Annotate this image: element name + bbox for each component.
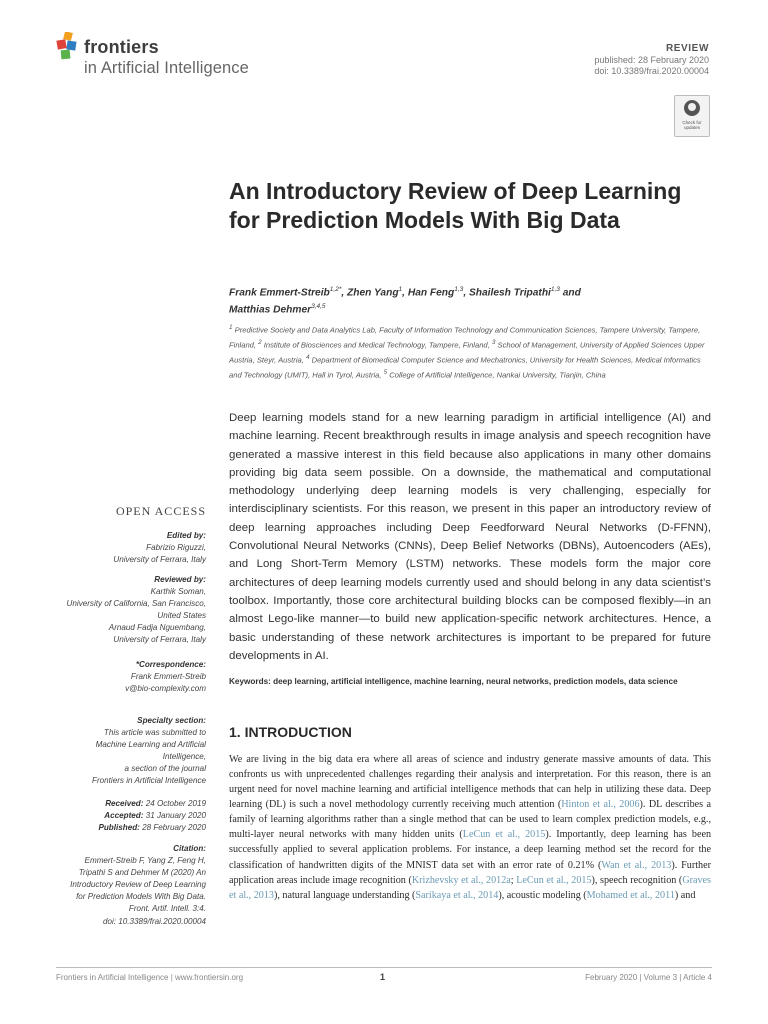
citation-line: for Prediction Models With Big Data. xyxy=(76,892,206,902)
reviewer-name: Arnaud Fadja Nguembang, xyxy=(108,623,206,633)
received-date xyxy=(36,798,206,810)
body-text: ). Importantly, deep learning has been successfully applied to several application problems. For instance, a deep learning method set the record for the classification of handwritten digits of the MNIST data set with an error rate of 0.21% ( xyxy=(229,829,712,871)
citation-block xyxy=(36,843,206,928)
citation-line: Emmert-Streib F, Yang Z, Feng H, xyxy=(84,856,206,866)
correspondence-email[interactable]: v@bio-complexity.com xyxy=(125,684,206,694)
footer-issue: February 2020 | Volume 3 | Article 4 xyxy=(585,973,712,982)
affil-num: 1 xyxy=(229,324,233,331)
body-text: ) and xyxy=(674,889,696,901)
reviewer-name: Karthik Soman, xyxy=(150,587,206,597)
author-sup: 1,3 xyxy=(454,286,464,293)
keywords: Keywords: deep learning, artificial intelligence, machine learning, neural networks, prediction models, data science xyxy=(229,677,678,686)
body-text: ), acoustic modeling ( xyxy=(498,889,587,901)
dates-block xyxy=(36,798,206,834)
citation-link[interactable]: LeCun et al., 2015 xyxy=(516,874,592,886)
citation-link[interactable]: Krizhevsky et al., 2012a xyxy=(411,874,511,886)
footer-divider xyxy=(56,967,712,968)
article-meta xyxy=(594,43,709,78)
affil-text: College of Artificial Intelligence, Nankai University, Tianjin, China xyxy=(387,370,606,380)
citation-doi[interactable]: doi: 10.3389/frai.2020.00004 xyxy=(102,916,206,926)
body-text: We are living in the big data era where all areas of science and industry generate massive amounts of data. This confronts us with unprecedented challenges regarding their analysis and interpretation. For this reason, there is an urgent need for novel machine learning and artificial intelligence methods that can help in utilizing these data. Deep learning (DL) is such a novel methodology currently receiving much attention ( xyxy=(229,754,711,811)
received-value: 24 October 2019 xyxy=(143,799,206,808)
body-text: ), natural language understanding ( xyxy=(274,889,416,901)
body-text: ). Further application areas include image recognition ( xyxy=(229,859,711,886)
reviewer-affiliation: University of Ferrara, Italy xyxy=(113,635,206,645)
page-number: 1 xyxy=(380,972,386,982)
reviewed-by-block xyxy=(36,574,206,647)
citation-line: Tripathi S and Dehmer M (2020) An xyxy=(78,868,206,878)
published-label: Published: xyxy=(98,823,140,833)
affil-text: Department of Biomedical Computer Science and Mechatronics, University for Health Sciences, Medical Informatics and Technology (UMIT), Hall in Tyrol, Austria, xyxy=(229,355,701,380)
correspondence-label: *Correspondence: xyxy=(135,660,206,669)
edited-by-label: Edited by: xyxy=(166,531,206,540)
affil-num: 3 xyxy=(491,338,496,346)
affil-num: 5 xyxy=(383,368,388,376)
author-name[interactable]: Frank Emmert-Streib xyxy=(229,287,330,299)
published-value: 28 February 2020 xyxy=(139,823,206,833)
reviewer-affiliation: University of California, San Francisco, xyxy=(66,599,206,609)
journal-logo-subtitle: in Artificial Intelligence xyxy=(84,59,249,77)
correspondence-block xyxy=(36,659,206,695)
specialty-line: a section of the journal xyxy=(124,764,206,774)
specialty-line: Frontiers in Artificial Intelligence xyxy=(92,776,206,786)
body-text: ), speech recognition ( xyxy=(591,874,683,886)
check-for-updates-label: Check for updates xyxy=(682,120,702,130)
check-for-updates-icon xyxy=(684,100,700,116)
author-sup: 3,4,5 xyxy=(311,303,326,311)
citation-link[interactable]: Hinton et al., 2006 xyxy=(561,799,640,811)
footer-journal[interactable]: Frontiers in Artificial Intelligence | www.frontiersin.org xyxy=(56,973,244,982)
reviewed-by-label: Reviewed by: xyxy=(154,575,206,584)
specialty-label: Specialty section: xyxy=(137,716,206,725)
affil-text: School of Management, University of Applied Sciences Upper Austria, Steyr, Austria, xyxy=(229,340,705,365)
accepted-date xyxy=(36,810,206,822)
editor-name: Fabrizio Riguzzi, xyxy=(146,543,206,553)
journal-logo-word[interactable]: frontiers xyxy=(84,37,159,57)
correspondence-name: Frank Emmert-Streib xyxy=(130,672,206,682)
author-list: Frank Emmert-Streib$^{1,2*}$, Zhen Yang$^1$, Han Feng$^{1,3}$, Shailesh Tripathi$^{1,3}$ and Matthias Dehmer$^{3,4,5}$ xyxy=(229,286,581,316)
doi[interactable]: doi: 10.3389/frai.2020.00004 xyxy=(594,66,709,76)
accepted-value: 31 January 2020 xyxy=(143,811,206,821)
affil-text: Institute of Biosciences and Medical Technology, Tampere, Finland, xyxy=(261,340,492,350)
author-conjunction: and xyxy=(559,287,581,299)
frontiers-logo-icon xyxy=(56,32,82,62)
reviewer-affiliation: United States xyxy=(157,611,206,621)
citation-link[interactable]: LeCun et al., 2015 xyxy=(462,829,546,841)
affil-num: 2 xyxy=(258,338,262,346)
author-sup: 1,2* xyxy=(329,286,342,293)
citation-link[interactable]: Sarikaya et al., 2014 xyxy=(415,889,499,901)
author-name[interactable]: Matthias Dehmer xyxy=(229,304,312,316)
published-date: published: 28 February 2020 xyxy=(594,54,709,65)
citation-label: Citation: xyxy=(173,844,206,853)
specialty-line: Machine Learning and Artificial xyxy=(95,740,206,750)
citation-link[interactable]: Graves et al., 2013 xyxy=(229,874,711,901)
author-sup: 1 xyxy=(398,286,403,293)
section-heading: 1. INTRODUCTION xyxy=(229,724,352,740)
received-label: Received: xyxy=(105,799,144,808)
open-access-label: OPEN ACCESS xyxy=(115,504,206,518)
author-name[interactable]: Shailesh Tripathi xyxy=(468,287,551,299)
accepted-label: Accepted: xyxy=(104,811,144,821)
affil-text: Predictive Society and Data Analytics Lab, Faculty of Information Technology and Communication Sciences, Tampere University, Tampere, Finland, xyxy=(229,325,701,350)
article-title: An Introductory Review of Deep Learning for Prediction Models With Big Data xyxy=(229,178,682,233)
specialty-line: This article was submitted to xyxy=(103,728,206,738)
citation-link[interactable]: Mohamed et al., 2011 xyxy=(586,889,675,901)
edited-by-block xyxy=(36,530,206,566)
affiliations xyxy=(229,322,709,382)
affil-num: 4 xyxy=(305,353,310,361)
article-type: REVIEW xyxy=(665,43,709,54)
citation-link[interactable]: Wan et al., 2013 xyxy=(601,859,672,871)
check-for-updates-button[interactable] xyxy=(674,95,710,137)
published-date-side xyxy=(36,822,206,834)
abstract: Deep learning models stand for a new learning paradigm in artificial intelligence (AI) and machine learning. Recent breakthrough results in image analysis and speech recognition have generated a massive interest in this field because also applications in many other domains providing big data seem possible. On a downside, the mathematical and computational methodology underlying deep learning models is very challenging, especially for interdisciplinary scientists. For this reason, we present in this paper an introductory review of deep learning approaches including Deep Feedforward Neural Networks (D-FFNN), Convolutional Neural Networks (CNNs), Deep Belief Networks (DBNs), Autoencoders (AEs), and Long Short-Term Memory (LSTM) networks. These models form the major core architectures of deep learning models currently used and should belong in any data scientist’s toolbox. Importantly, those core architectural building blocks can be composed flexibly—in an almost Lego-like manner—to build new application-specific network architectures. Hence, a basic understanding of these network architectures is important to be prepared for future developments in AI. xyxy=(229,412,711,662)
body-paragraph xyxy=(229,752,711,903)
body-text: ; xyxy=(510,874,517,886)
author-sup: 1,3 xyxy=(550,286,560,293)
author-name[interactable]: Han Feng xyxy=(407,287,455,299)
citation-line: Front. Artif. Intell. 3:4. xyxy=(128,904,206,914)
citation-line: Introductory Review of Deep Learning xyxy=(70,880,206,890)
editor-affiliation: University of Ferrara, Italy xyxy=(113,555,206,565)
specialty-line: Intelligence, xyxy=(162,752,206,762)
body-text: ). DL describes a family of learning algorithms rather than a single method that can be used to learn complex prediction models, e.g., multi-layer neural networks with many hidden units ( xyxy=(229,799,711,841)
specialty-section-block xyxy=(36,715,206,788)
author-name[interactable]: Zhen Yang xyxy=(347,287,399,299)
